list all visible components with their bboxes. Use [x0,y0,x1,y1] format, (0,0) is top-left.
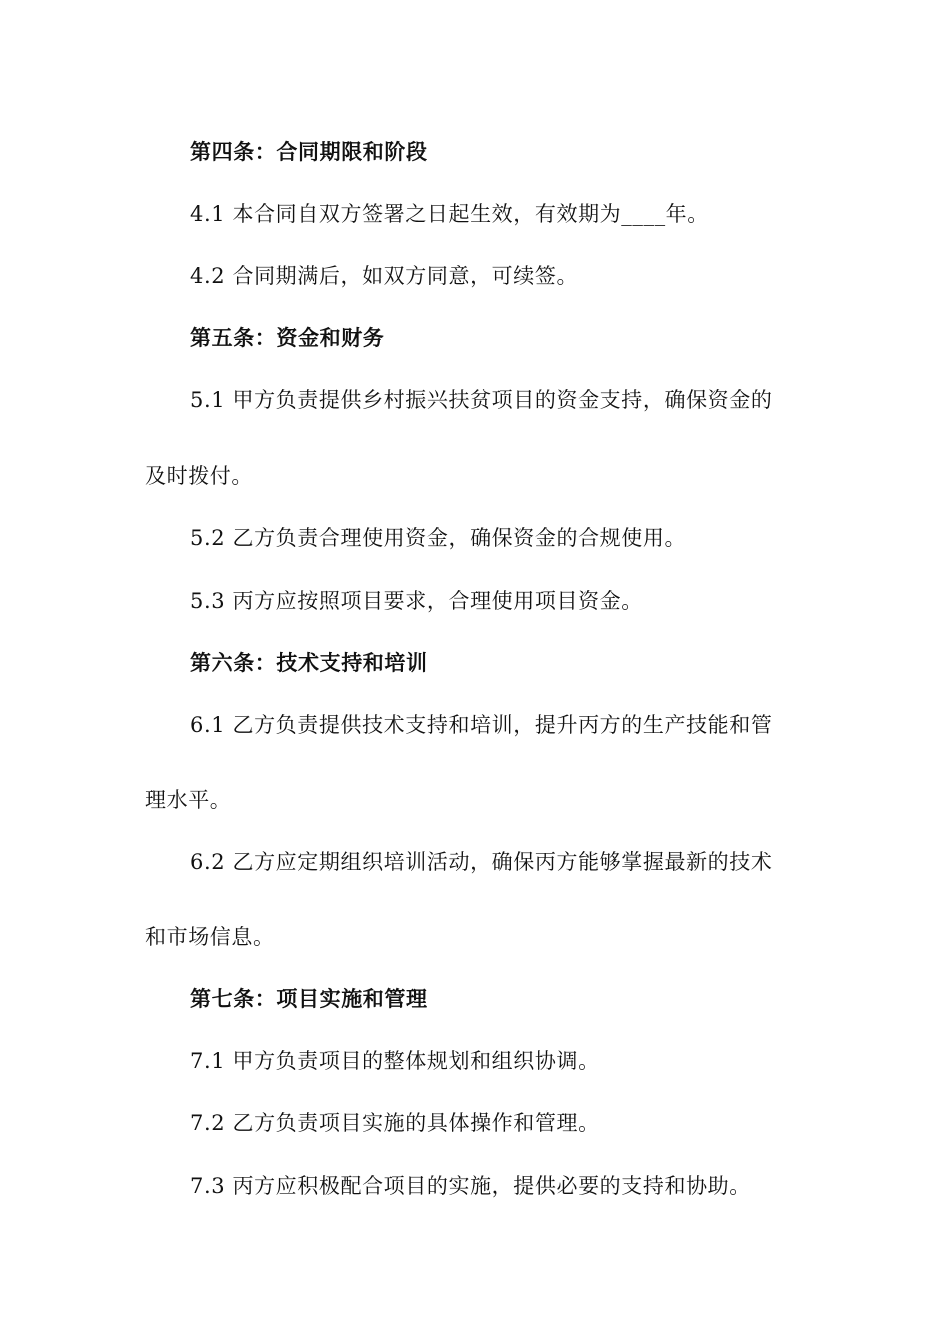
section-7-heading: 第七条：项目实施和管理 [190,987,428,1011]
clause-5-1-line-2: 及时拨付。 [145,464,253,488]
clause-7-3: 7.3 丙方应积极配合项目的实施，提供必要的支持和协助。 [190,1174,751,1198]
clause-6-2-line-1: 6.2 乙方应定期组织培训活动，确保丙方能够掌握最新的技术 [190,850,773,874]
clause-5-1-line-1: 5.1 甲方负责提供乡村振兴扶贫项目的资金支持，确保资金的 [190,388,773,412]
clause-7-2: 7.2 乙方负责项目实施的具体操作和管理。 [190,1111,600,1135]
clause-6-1-line-2: 理水平。 [145,788,232,812]
section-5-heading: 第五条：资金和财务 [190,326,385,350]
clause-6-1-line-1: 6.1 乙方负责提供技术支持和培训，提升丙方的生产技能和管 [190,713,773,737]
clause-7-1: 7.1 甲方负责项目的整体规划和组织协调。 [190,1049,600,1073]
clause-5-3: 5.3 丙方应按照项目要求，合理使用项目资金。 [190,589,643,613]
clause-4-2: 4.2 合同期满后，如双方同意，可续签。 [190,264,579,288]
clause-5-2: 5.2 乙方负责合理使用资金，确保资金的合规使用。 [190,526,687,550]
section-6-heading: 第六条：技术支持和培训 [190,651,428,675]
section-4-heading: 第四条：合同期限和阶段 [190,140,428,164]
clause-6-2-line-2: 和市场信息。 [145,925,275,949]
clause-4-1: 4.1 本合同自双方签署之日起生效，有效期为____年。 [190,202,709,226]
